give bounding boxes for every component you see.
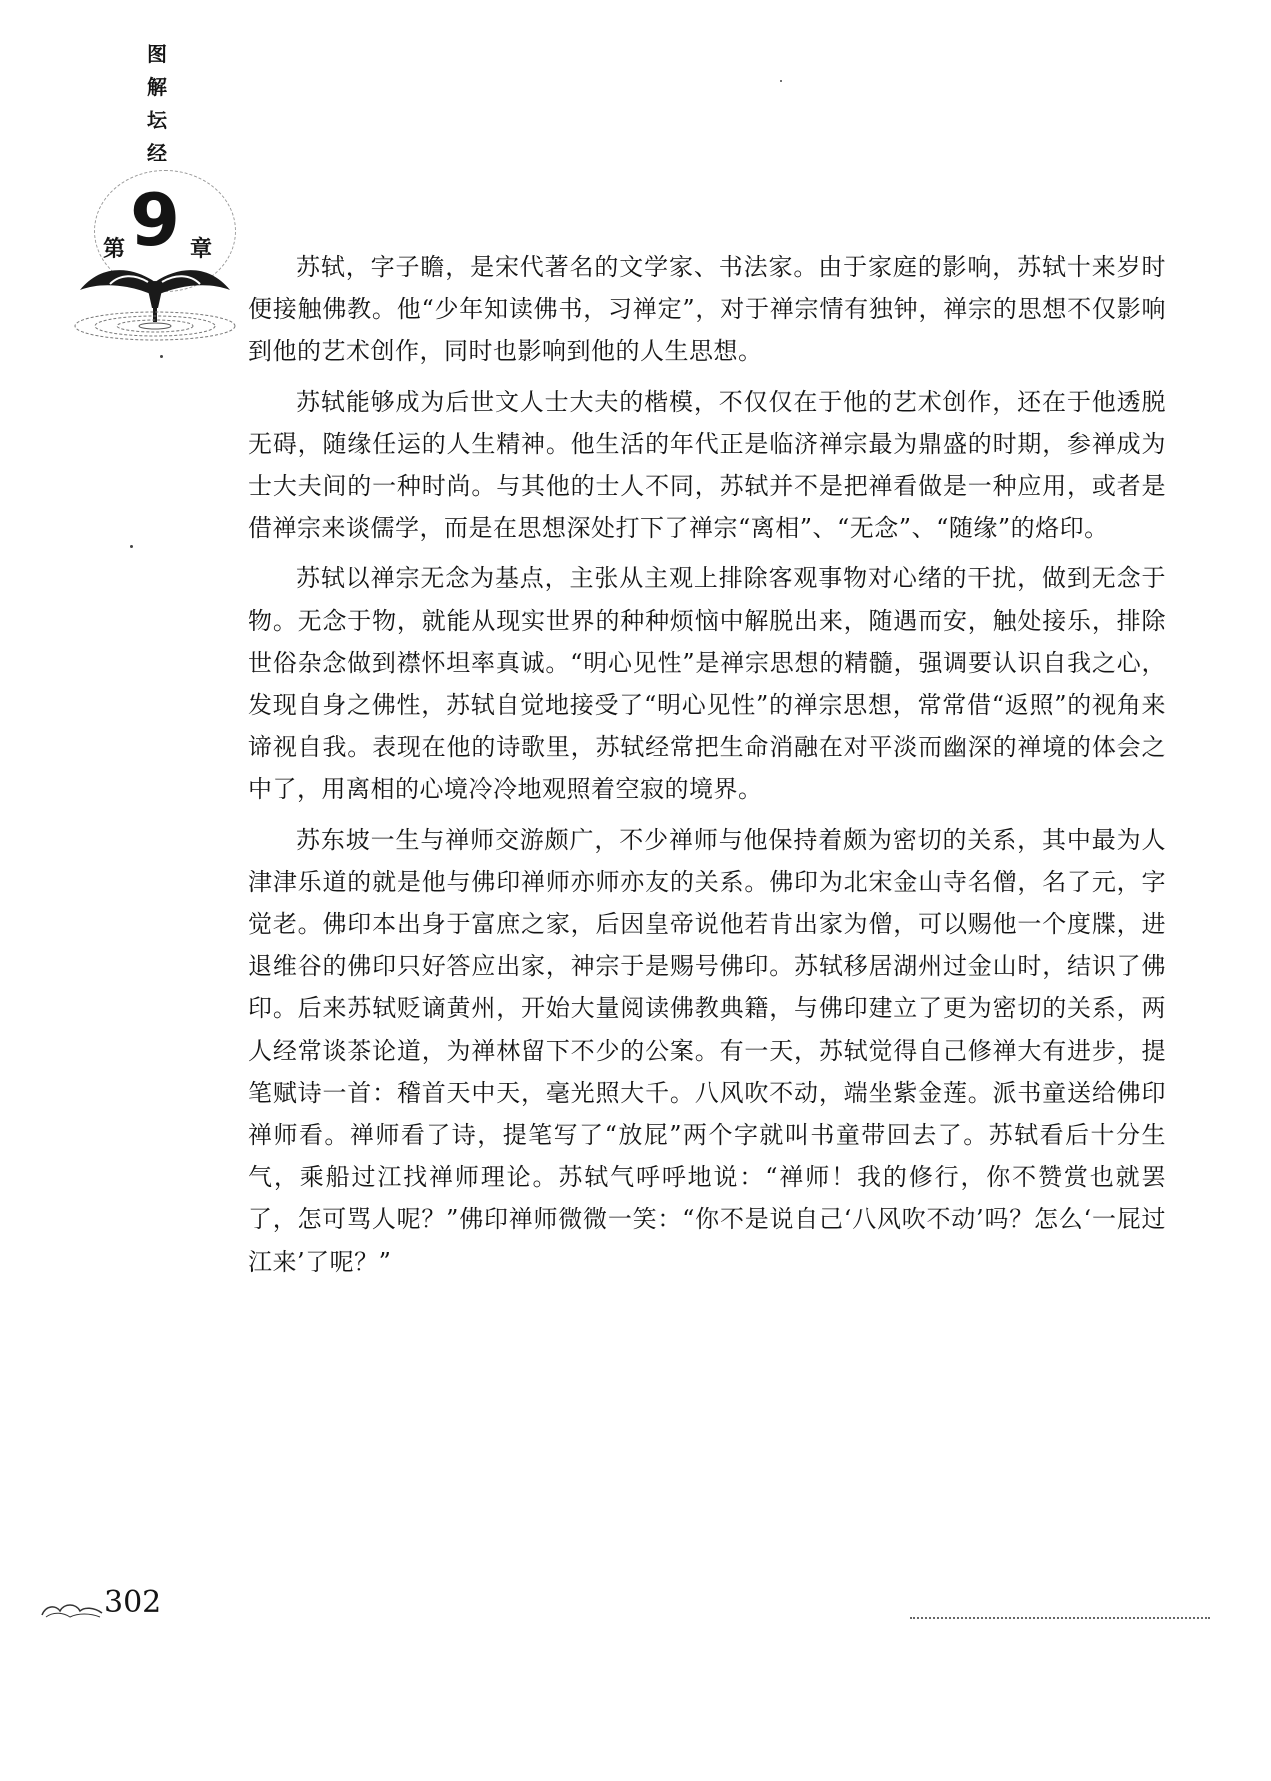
chapter-prefix: 第 <box>103 237 126 262</box>
footer-divider <box>910 1617 1210 1619</box>
scan-speck <box>130 545 133 548</box>
book-title-char: 坛 <box>147 108 167 132</box>
cloud-ornament-icon <box>40 1597 104 1621</box>
chapter-suffix: 章 <box>190 237 213 262</box>
page-footer <box>40 1583 1220 1633</box>
book-title-char: 解 <box>147 75 167 99</box>
book-title-vertical <box>142 38 172 170</box>
chapter-number: 9 <box>130 178 181 262</box>
paragraph: 苏轼，字子瞻，是宋代著名的文学家、书法家。由于家庭的影响，苏轼十来岁时便接触佛教。他“少年知读佛书，习禅定”，对于禅宗情有独钟，禅宗的思想不仅影响到他的艺术创作，同时也影响到他的人生思想。 <box>248 253 1166 366</box>
lotus-icon <box>60 260 250 360</box>
scan-speck <box>780 80 782 82</box>
paragraph: 苏轼能够成为后世文人士大夫的楷模，不仅仅在于他的艺术创作，还在于他透脱无碍，随缘任运的人生精神。他生活的年代正是临济禅宗最为鼎盛的时期，参禅成为士大夫间的一种时尚。与其他的士人不同，苏轼并不是把禅看做是一种应用，或者是借禅宗来谈儒学，而是在思想深处打下了禅宗“离相”、“无念”、“随缘”的烙印。 <box>248 387 1166 543</box>
book-title-char: 图 <box>147 42 167 66</box>
paragraph: 苏东坡一生与禅师交游颇广，不少禅师与他保持着颇为密切的关系，其中最为人津津乐道的就是他与佛印禅师亦师亦友的关系。佛印为北宋金山寺名僧，名了元，字觉老。佛印本出身于富庶之家，后因皇帝说他若肯出家为僧，可以赐他一个度牒，进退维谷的佛印只好答应出家，神宗于是赐号佛印。苏轼移居湖州过金山时，结识了佛印。后来苏轼贬谪黄州，开始大量阅读佛教典籍，与佛印建立了更为密切的关系，两人经常谈茶论道，为禅林留下不少的公案。有一天，苏轼觉得自己修禅大有进步，提笔赋诗一首：稽首天中天，毫光照大千。八风吹不动，端坐紫金莲。派书童送给佛印禅师看。禅师看了诗，提笔写了“放屁”两个字就叫书童带回去了。苏轼看后十分生气，乘船过江找禅师理论。苏轼气呼呼地说：“禅师！我的修行，你不赞赏也就罢了，怎可骂人呢？”佛印禅师微微一笑：“你不是说自己‘八风吹不动’吗？怎么‘一屁过江来’了呢？” <box>248 825 1166 1276</box>
page-number: 302 <box>104 1585 162 1620</box>
scan-speck <box>160 355 163 358</box>
paragraph: 苏轼以禅宗无念为基点，主张从主观上排除客观事物对心绪的干扰，做到无念于物。无念于物，就能从现实世界的种种烦恼中解脱出来，随遇而安，触处接乐，排除世俗杂念做到襟怀坦率真诚。“明心见性”是禅宗思想的精髓，强调要认识自我之心，发现自身之佛性，苏轼自觉地接受了“明心见性”的禅宗思想，常常借“返照”的视角来谛视自我。表现在他的诗歌里，苏轼经常把生命消融在对平淡而幽深的禅境的体会之中了，用离相的心境冷冷地观照着空寂的境界。 <box>248 564 1166 804</box>
book-title-char: 经 <box>147 141 167 165</box>
chapter-badge <box>60 160 250 360</box>
chapter-body-text <box>248 246 1166 1291</box>
